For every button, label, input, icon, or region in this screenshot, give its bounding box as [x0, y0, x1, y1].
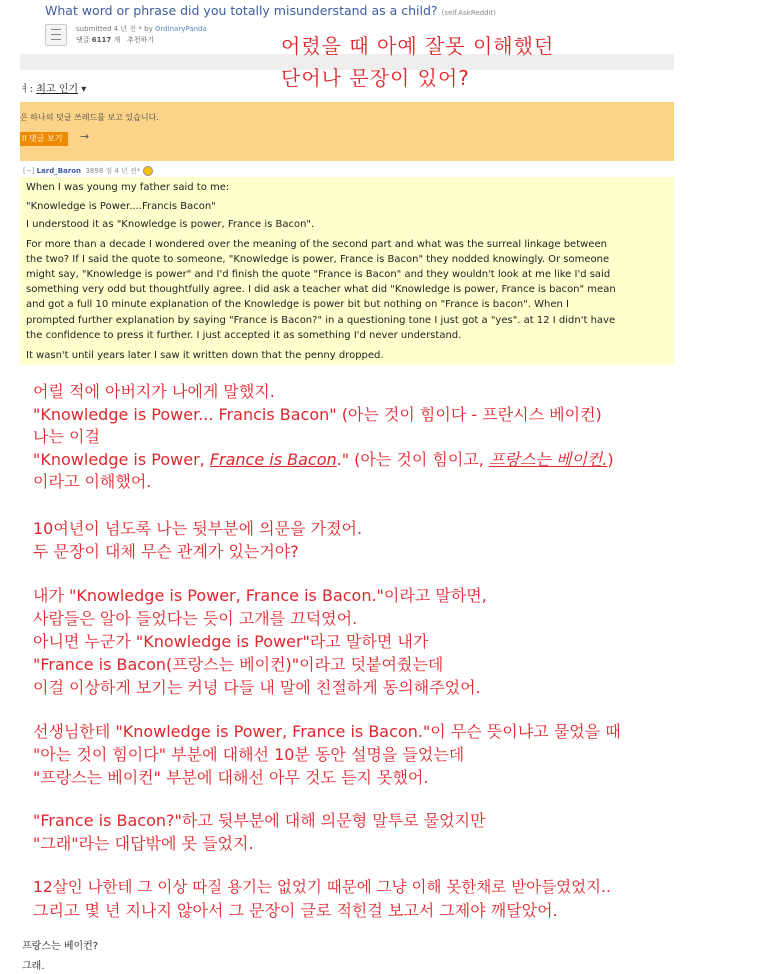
comment-line: something very odd but thoughtfully agree. I did ask a teacher what did "Knowledge is power, France is bacon" mean [26, 284, 616, 295]
translation-line: 나는 이걸 [33, 427, 100, 446]
arrow-right-icon: → [80, 130, 90, 143]
comments-suffix[interactable]: 개 [113, 36, 121, 44]
translation-line: "프랑스는 베이컨" 부분에 대해선 아무 것도 듣지 못했어. [33, 768, 429, 787]
underlined-phrase-korean: 프랑스는 베이컨. [488, 450, 608, 469]
chevron-down-icon[interactable]: ▾ [81, 84, 87, 95]
translation-line: 10여년이 넘도록 나는 뒷부분에 의문을 가졌어. [33, 519, 363, 538]
translation-line: 이라고 이해했어. [33, 472, 152, 491]
sort-dropdown[interactable]: 최고 인기 [36, 84, 79, 95]
footer-line: 프랑스는 베이컨? [22, 941, 99, 952]
translation-line [33, 447, 614, 470]
post-submitted-meta [76, 24, 207, 34]
comment-line: "Knowledge is Power....Francis Bacon" [26, 201, 216, 212]
comment-line: the confidence to press it further. I just accepted it as something I'd never understand. [26, 330, 462, 341]
gold-award-icon [143, 166, 153, 176]
comment-line: might say, "Knowledge is power" and I'd finish the quote "France is Bacon" and they wouldn't look at me like I'd said [26, 269, 611, 280]
translation-line: 두 문장이 대체 무슨 관계가 있는거야? [33, 542, 299, 561]
translation-line: 사람들은 알아 들었다는 듯이 고개를 끄덕였어. [33, 609, 358, 628]
translation-line: 이걸 이상하게 보기는 커녕 다들 내 말에 친절하게 동의해주었어. [33, 678, 481, 697]
translation-line: "아는 것이 힘이다" 부분에 대해선 10분 동안 설명을 들었는데 [33, 745, 465, 764]
overlay-translation-line-2: 단어나 문장이 있어? [281, 66, 470, 90]
comment-meta: 3898 점 4 년 전* [85, 167, 141, 175]
translation-line: 내가 "Knowledge is Power, France is Bacon."이라고 말하면, [33, 586, 487, 605]
self-post-thumbnail-icon[interactable] [45, 24, 67, 46]
overlay-translation-line-1: 어렸을 때 아예 잘못 이해했던 [281, 34, 555, 58]
translation-line: 선생님한테 "Knowledge is Power, France is Bacon."이 무슨 뜻이냐고 물었을 때 [33, 722, 621, 741]
submitted-text: submitted 4 년 전 * by [76, 25, 153, 33]
translation-segment: "Knowledge is Power, [33, 450, 210, 469]
comment-line: I understood it as "Knowledge is power, France is Bacon". [26, 219, 315, 230]
collapse-toggle[interactable]: [−] [23, 167, 35, 175]
post-domain[interactable]: (self.AskReddit) [441, 9, 497, 17]
comments-count[interactable]: 6117 [91, 36, 112, 44]
comments-label[interactable]: 댓글 [76, 36, 90, 44]
footer-line: 그래. [22, 961, 45, 972]
comment-line: When I was young my father said to me: [26, 182, 230, 193]
translation-line: 아니면 누군가 "Knowledge is Power"라고 말하면 내가 [33, 632, 429, 651]
post-actions [76, 35, 154, 45]
translation-line: "그래"라는 대답밖에 못 들었지. [33, 834, 254, 853]
translation-line: "France is Bacon?"하고 뒷부분에 대해 의문형 말투로 물었지만 [33, 811, 486, 830]
recommend-link[interactable]: 추천하기 [126, 36, 154, 44]
underlined-phrase: France is Bacon [209, 450, 337, 469]
sort-bar [20, 80, 86, 95]
single-thread-notice [20, 102, 674, 161]
translation-line: 어릴 적에 아버지가 나에게 말했지. [33, 382, 275, 401]
translation-line: 그리고 몇 년 지나지 않아서 그 문장이 글로 적힌걸 보고서 그제야 깨달았어. [33, 901, 558, 920]
comment-author-link[interactable]: Lard_Baron [36, 167, 82, 175]
comment-line: the two? If I said the quote to someone, "Knowledge is power, France is Bacon" they nodded knowingly. Or someone [26, 254, 610, 265]
translation-line: "France is Bacon(프랑스는 베이컨)"이라고 덧붙여줬는데 [33, 655, 444, 674]
translation-line: "Knowledge is Power... Francis Bacon" (아는 것이 힘이다 - 프란시스 베이컨) [33, 405, 602, 424]
translation-segment: ." (아는 것이 힘이고, [336, 450, 489, 469]
post-title-link[interactable] [45, 3, 496, 18]
view-all-comments-button[interactable]: ll 댓글 보기 [20, 132, 68, 146]
post-author-link[interactable]: OrdinaryPanda [154, 25, 207, 33]
comment-line: For more than a decade I wondered over the meaning of the second part and what was the surreal linkage between [26, 239, 607, 250]
comment-header [23, 166, 153, 176]
comment-line: and got a full 10 minute explanation of the Knowledge is power bit but nothing on "France is bacon". When I [26, 299, 569, 310]
translation-segment: ) [607, 450, 614, 469]
comment-line: prompted further explanation by saying "France is Bacon?" in a questioning tone I just got a "yes". at 12 I didn't have [26, 315, 616, 326]
translation-line: 12살인 나한테 그 이상 따질 용기는 없었기 때문에 그냥 이해 못한채로 받아들였었지.. [33, 878, 611, 896]
post-title[interactable]: What word or phrase did you totally misunderstand as a child? [45, 3, 438, 18]
notice-text: 은 하나의 덧글 쓰레드를 보고 있습니다. [20, 113, 159, 122]
comment-line: It wasn't until years later I saw it written down that the penny dropped. [26, 350, 384, 361]
sort-prefix: ㅕ: [20, 84, 34, 95]
